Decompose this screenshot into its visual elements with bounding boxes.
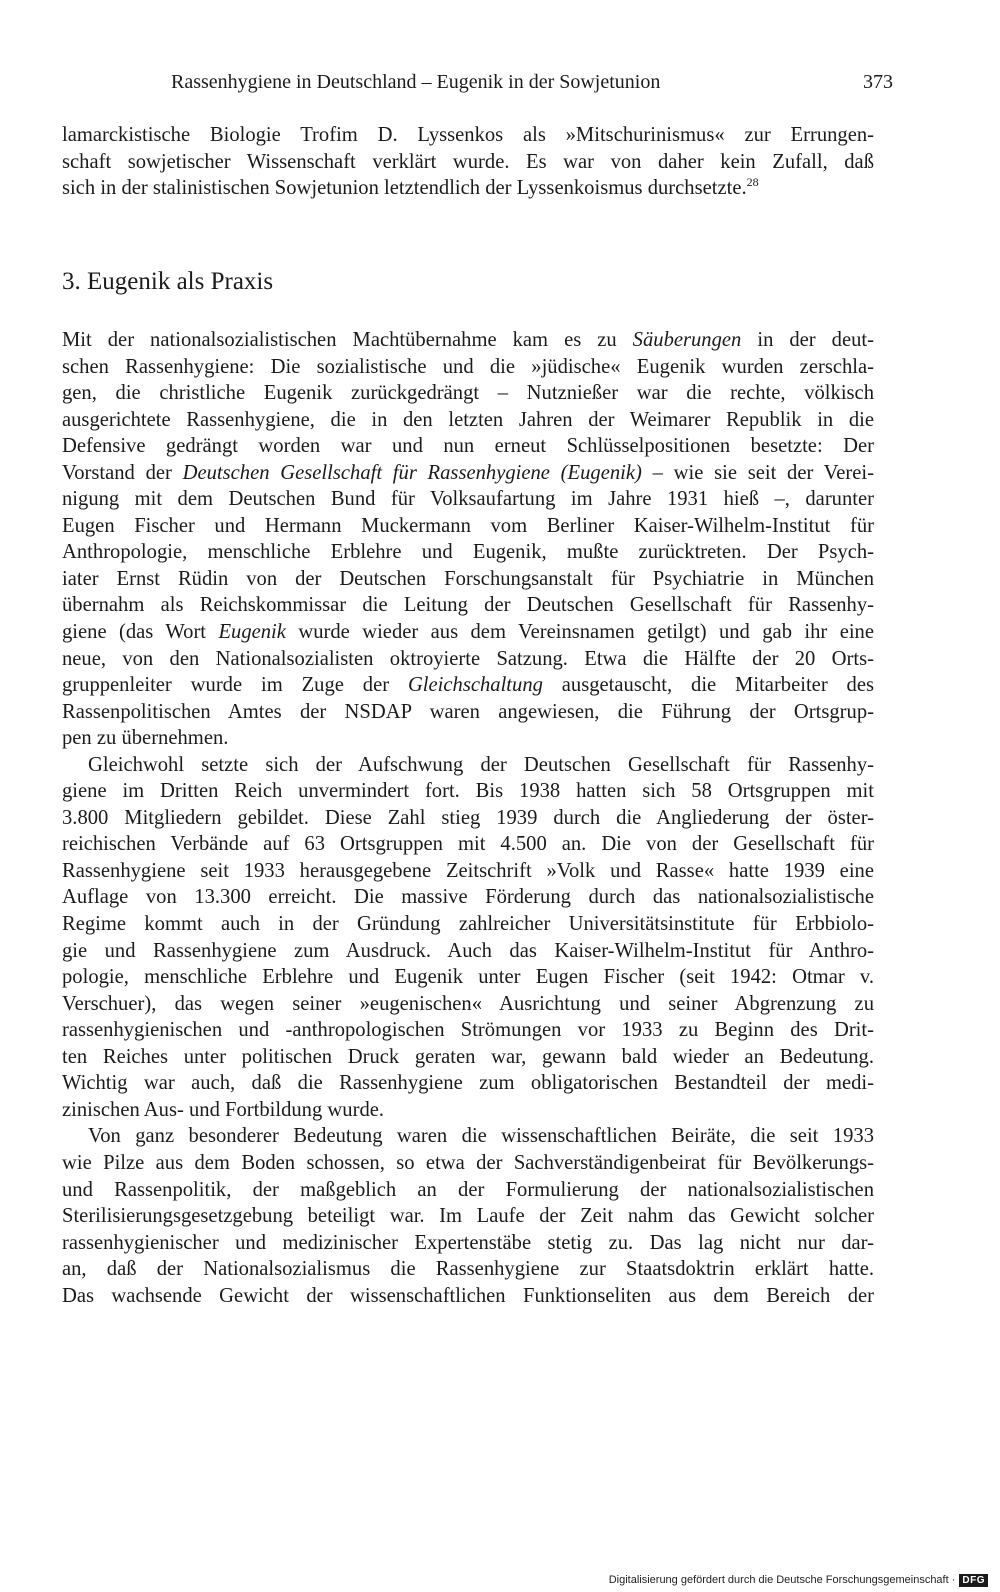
dfg-logo: DFG: [959, 1574, 988, 1587]
text-line: Rassenhygiene seit 1933 herausgegebene Zeitschrift »Volk und Rasse« hatte 1939 eine: [62, 859, 874, 882]
text-line: an, daß der Nationalsozialismus die Rassenhygiene zur Staatsdoktrin erklärt hatte.: [62, 1258, 874, 1281]
text-span: Mit der nationalsozialistischen Machtübernahme kam es zu: [62, 329, 633, 351]
text-line: nigung mit dem Deutschen Bund für Volksaufartung im Jahre 1931 hieß –, darunter: [62, 488, 874, 511]
text-line: Verschuer), das wegen seiner »eugenischen« Ausrichtung und seiner Abgrenzung zu: [62, 992, 874, 1015]
text-line: Sterilisierungsgesetzgebung beteiligt war. Im Laufe der Zeit nahm das Gewicht solcher: [62, 1205, 874, 1228]
text-line: übernahm als Reichskommissar die Leitung der Deutschen Gesellschaft für Rassenhy-: [62, 594, 874, 617]
emphasis-term: Gleichschaltung: [407, 674, 543, 697]
text-line: Eugen Fischer und Hermann Muckermann vom Berliner Kaiser-Wilhelm-Institut für: [62, 514, 874, 537]
text-line: 3.800 Mitgliedern gebildet. Diese Zahl stieg 1939 durch die Angliederung der öster-: [62, 806, 874, 829]
text-line: Gleichwohl setzte sich der Aufschwung der Deutschen Gesellschaft für Rassenhy-: [88, 753, 874, 776]
text-line: [62, 327, 874, 354]
text-line: schaft sowjetischer Wissenschaft verklärt wurde. Es war von daher kein Zufall, daß: [62, 150, 874, 173]
text-line: Auflage von 13.300 erreicht. Die massive Förderung durch das nationalsozialistische: [62, 886, 874, 909]
text-line-content: sich in der stalinistischen Sowjetunion letztendlich der Lyssenkoismus durchsetzte.: [62, 177, 747, 200]
text-span: giene (das Wort: [62, 621, 219, 644]
text-line: giene im Dritten Reich unvermindert fort. Bis 1938 hatten sich 58 Ortsgruppen mit: [62, 780, 874, 803]
text-span: wurde wieder aus dem Vereinsnamen getilgt) und gab ihr eine: [285, 621, 874, 644]
text-line: [62, 672, 874, 699]
text-line: rassenhygienischen und -anthropologischen Strömungen vor 1933 zu Beginn des Drit-: [62, 1019, 874, 1042]
paragraph-3: [62, 1123, 874, 1309]
emphasis-term: Eugenik: [218, 621, 286, 644]
section-heading: 3. Eugenik als Praxis: [62, 268, 274, 295]
emphasis-term: Säuberungen: [632, 329, 742, 351]
text-span: in der deut-: [741, 329, 874, 351]
text-line: gie und Rassenhygiene zum Ausdruck. Auch das Kaiser-Wilhelm-Institut für Anthro-: [62, 939, 874, 962]
page-number: 373: [863, 71, 893, 93]
text-line: reichischen Verbände auf 63 Ortsgruppen mit 4.500 an. Die von der Gesellschaft für: [62, 833, 874, 856]
text-line: schen Rassenhygiene: Die sozialistische und die »jüdische« Eugenik wurden zerschla-: [62, 355, 874, 378]
paragraph-1: [62, 327, 874, 752]
emphasis-term: Deutschen Gesellschaft für Rassenhygiene (Eugenik): [182, 461, 642, 484]
text-line: ausgerichtete Rassenhygiene, die in den letzten Jahren der Weimarer Republik in die: [62, 408, 874, 431]
text-line: zinischen Aus- und Fortbildung wurde.: [62, 1098, 385, 1121]
text-span: Vorstand der: [62, 461, 183, 484]
text-line: ten Reiches unter politischen Druck geraten war, gewann bald wieder an Bedeutung.: [62, 1045, 874, 1068]
paragraph-2: [62, 752, 874, 1124]
text-line: Von ganz besonderer Bedeutung waren die wissenschaftlichen Beiräte, die seit 1933: [88, 1125, 874, 1148]
text-span: – wie sie seit der Verei-: [641, 461, 874, 484]
text-line: [62, 460, 874, 487]
text-line: und Rassenpolitik, der maßgeblich an der Formulierung der nationalsozialistischen: [62, 1178, 874, 1201]
text-line: Anthropologie, menschliche Erblehre und Eugenik, mußte zurücktreten. Der Psych-: [62, 541, 874, 564]
text-line: neue, von den Nationalsozialisten oktroyierte Satzung. Etwa die Hälfte der 20 Orts-: [62, 647, 874, 670]
text-line: rassenhygienischer und medizinischer Expertenstäbe stetig zu. Das lag nicht nur dar-: [62, 1231, 874, 1254]
text-line: iater Ernst Rüdin von der Deutschen Forschungsanstalt für Psychiatrie in München: [62, 567, 874, 590]
text-line: Rassenpolitischen Amtes der NSDAP waren angewiesen, die Führung der Ortsgrup-: [62, 700, 874, 723]
text-line: Defensive gedrängt worden war und nun erneut Schlüsselpositionen besetzte: Der: [62, 435, 874, 458]
text-line: [62, 175, 874, 202]
section-body: [62, 327, 874, 1309]
text-line: lamarckistische Biologie Trofim D. Lyssenkos als »Mitschurinismus« zur Errungen-: [62, 124, 874, 146]
running-head-title: Rassenhygiene in Deutschland – Eugenik in der Sowjetunion: [171, 71, 661, 93]
text-span: ausgetauscht, die Mitarbeiter des: [542, 674, 874, 697]
text-line: Regime kommt auch in der Gründung zahlreicher Universitätsinstitute für Erbbiolo-: [62, 913, 874, 936]
text-line: pologie, menschliche Erblehre und Eugenik unter Eugen Fischer (seit 1942: Otmar v.: [62, 966, 874, 989]
text-line: Das wachsende Gewicht der wissenschaftlichen Funktionseliten aus dem Bereich der: [62, 1284, 874, 1307]
digitization-footer: [609, 1572, 988, 1588]
text-line: gen, die christliche Eugenik zurückgedrängt – Nutznießer war die rechte, völkisch: [62, 382, 874, 405]
text-line: Wichtig war auch, daß die Rassenhygiene zum obligatorischen Bestandteil der medi-: [62, 1072, 874, 1095]
text-span: gruppenleiter wurde im Zuge der: [62, 674, 408, 697]
text-line: wie Pilze aus dem Boden schossen, so etwa der Sachverständigenbeirat für Bevölkerungs-: [62, 1151, 874, 1174]
footer-text: Digitalisierung gefördert durch die Deutsche Forschungsgemeinschaft ·: [608, 1574, 956, 1586]
text-line: [62, 619, 874, 646]
intro-paragraph: [62, 122, 874, 202]
footnote-reference[interactable]: 28: [746, 175, 759, 190]
text-line: pen zu übernehmen.: [62, 727, 229, 750]
